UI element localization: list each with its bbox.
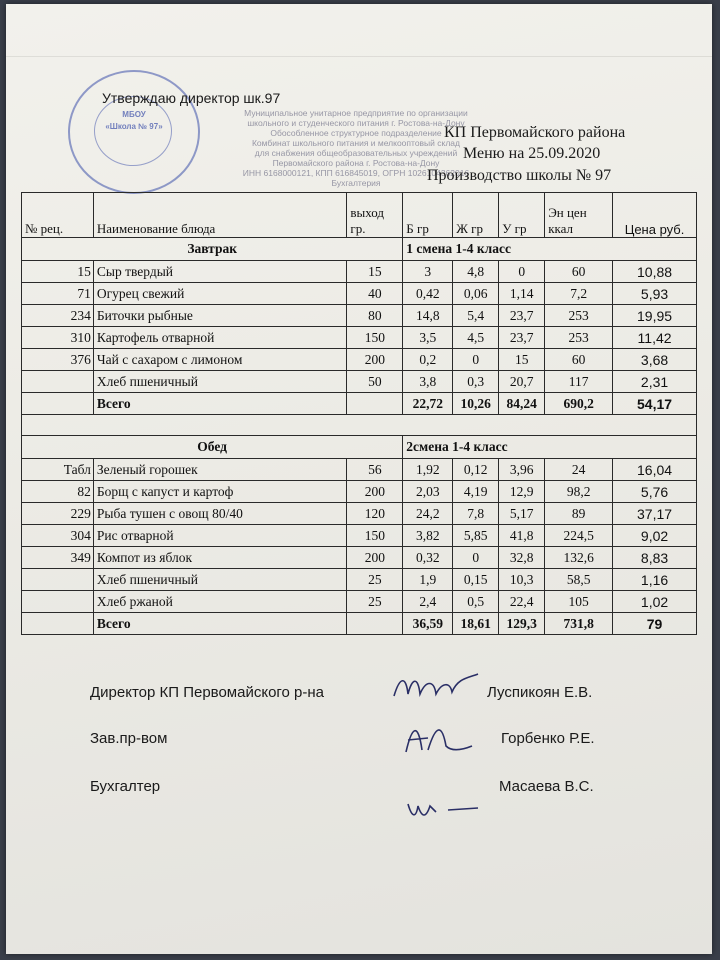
cell-yield: [347, 613, 403, 635]
cell-recipe: 71: [22, 283, 94, 305]
cell-dish: Зеленый горошек: [93, 459, 346, 481]
cell-yield: 25: [347, 569, 403, 591]
cell-fat: 0,3: [453, 371, 499, 393]
cell-yield: 25: [347, 591, 403, 613]
cell-energy: 60: [545, 261, 613, 283]
cell-fat: 0: [453, 349, 499, 371]
cell-carbs: 22,4: [499, 591, 545, 613]
cell-dish: Картофель отварной: [93, 327, 346, 349]
cell-price: 16,04: [613, 459, 697, 481]
cell-yield: 15: [347, 261, 403, 283]
cell-protein: 2,03: [403, 481, 453, 503]
cell-yield: 56: [347, 459, 403, 481]
accountant-signature: [402, 794, 482, 824]
table-row: [22, 305, 697, 327]
cell-yield: 120: [347, 503, 403, 525]
cell-yield: 200: [347, 547, 403, 569]
menu-sheet: [6, 4, 712, 954]
cell-protein: 2,4: [403, 591, 453, 613]
cell-protein: 0,32: [403, 547, 453, 569]
cell-fat: 4,8: [453, 261, 499, 283]
cell-fat: 0,06: [453, 283, 499, 305]
cell-dish: Огурец свежий: [93, 283, 346, 305]
col-protein: Б гр: [403, 193, 453, 238]
cell-energy: 89: [545, 503, 613, 525]
cell-dish: Компот из яблок: [93, 547, 346, 569]
cell-recipe: [22, 393, 94, 415]
col-dish: Наименование блюда: [93, 193, 346, 238]
cell-recipe: 304: [22, 525, 94, 547]
cell-fat: 5,85: [453, 525, 499, 547]
cell-protein: 3,8: [403, 371, 453, 393]
production-title: Производство школы № 97: [427, 167, 612, 184]
col-carbs: У гр: [499, 193, 545, 238]
cell-yield: [347, 393, 403, 415]
col-fat: Ж гр: [453, 193, 499, 238]
cell-carbs: 41,8: [499, 525, 545, 547]
cell-dish: Рис отварной: [93, 525, 346, 547]
section-label: Завтрак: [22, 238, 403, 261]
spacer-row: [22, 415, 697, 436]
cell-recipe: Табл: [22, 459, 94, 481]
table-row: [22, 569, 697, 591]
cell-fat: 4,19: [453, 481, 499, 503]
stamp-line-1: МБОУ: [122, 110, 146, 119]
signature-name: Горбенко Р.Е.: [501, 730, 595, 747]
cell-fat: 0,15: [453, 569, 499, 591]
cell-yield: 150: [347, 327, 403, 349]
cell-recipe: [22, 371, 94, 393]
cell-recipe: 234: [22, 305, 94, 327]
signature-name: Масаева В.С.: [499, 778, 594, 795]
rect-stamp-line: Комбинат школьного питания и мелкооптовый склад: [251, 138, 460, 148]
cell-dish: Чай с сахаром с лимоном: [93, 349, 346, 371]
cell-dish: Биточки рыбные: [93, 305, 346, 327]
cell-recipe: 310: [22, 327, 94, 349]
table-row: [22, 547, 697, 569]
table-row: [22, 591, 697, 613]
cell-price: 19,95: [613, 305, 697, 327]
cell-yield: 200: [347, 349, 403, 371]
cell-energy: 132,6: [545, 547, 613, 569]
cell-fat: 4,5: [453, 327, 499, 349]
cell-price: 10,88: [613, 261, 697, 283]
director-signature: [388, 668, 488, 708]
cell-protein: 0,2: [403, 349, 453, 371]
cell-carbs: 10,3: [499, 569, 545, 591]
table-row: [22, 261, 697, 283]
table-header-row: [22, 193, 697, 238]
cell-fat: 5,4: [453, 305, 499, 327]
signature-role: Бухгалтер: [90, 778, 161, 795]
section-shift: 2смена 1-4 класс: [403, 436, 697, 459]
cell-dish: Борщ с капуст и картоф: [93, 481, 346, 503]
cell-yield: 150: [347, 525, 403, 547]
cell-protein: 3,82: [403, 525, 453, 547]
cell-yield: 80: [347, 305, 403, 327]
cell-energy: 58,5: [545, 569, 613, 591]
cell-protein: 36,59: [403, 613, 453, 635]
cell-energy: 98,2: [545, 481, 613, 503]
cell-dish: Всего: [93, 393, 346, 415]
rect-stamp-line: Муниципальное унитарное предприятие по организации: [244, 108, 468, 118]
approval-line: Утверждаю директор шк.97: [102, 90, 281, 106]
rect-stamp-line: Обособленное структурное подразделение: [270, 128, 442, 138]
cell-carbs: 129,3: [499, 613, 545, 635]
rect-stamp-line: Бухгалтерия: [331, 178, 381, 188]
cell-energy: 105: [545, 591, 613, 613]
table-row: [22, 459, 697, 481]
cell-energy: 224,5: [545, 525, 613, 547]
rect-stamp-line: ИНН 6168000121, КПП 616845019, ОГРН 1026104362016: [242, 168, 470, 178]
cell-price: 5,76: [613, 481, 697, 503]
signature-role: Директор КП Первомайского р-на: [90, 684, 325, 701]
cell-carbs: 23,7: [499, 305, 545, 327]
cell-energy: 60: [545, 349, 613, 371]
cell-price: 9,02: [613, 525, 697, 547]
table-row: [22, 371, 697, 393]
table-row: [22, 327, 697, 349]
cell-price: 2,31: [613, 371, 697, 393]
breakfast-rows: [22, 261, 697, 415]
table-row: [22, 349, 697, 371]
cell-recipe: 376: [22, 349, 94, 371]
cell-fat: 7,8: [453, 503, 499, 525]
cell-price: 37,17: [613, 503, 697, 525]
section-row-lunch: [22, 436, 697, 459]
cell-carbs: 0: [499, 261, 545, 283]
table-row: [22, 525, 697, 547]
paper-fold: [6, 56, 712, 57]
cell-dish: Хлеб пшеничный: [93, 371, 346, 393]
organization-title: КП Первомайского района: [444, 124, 626, 141]
cell-yield: 200: [347, 481, 403, 503]
cell-protein: 0,42: [403, 283, 453, 305]
cell-fat: 0,12: [453, 459, 499, 481]
signature-role: Зав.пр-вом: [90, 730, 168, 747]
col-energy: Эн цен ккал: [545, 193, 613, 238]
section-row-breakfast: [22, 238, 697, 261]
cell-recipe: 15: [22, 261, 94, 283]
cell-dish: Всего: [93, 613, 346, 635]
cell-yield: 50: [347, 371, 403, 393]
cell-recipe: 82: [22, 481, 94, 503]
spacer-cell: [22, 415, 697, 436]
cell-protein: 14,8: [403, 305, 453, 327]
table-row: [22, 283, 697, 305]
manager-signature: [398, 716, 478, 760]
cell-energy: 253: [545, 327, 613, 349]
round-school-stamp: [68, 70, 200, 194]
cell-energy: 7,2: [545, 283, 613, 305]
cell-dish: Сыр твердый: [93, 261, 346, 283]
section-label: Обед: [22, 436, 403, 459]
cell-recipe: 229: [22, 503, 94, 525]
cell-price: 11,42: [613, 327, 697, 349]
table-row: [22, 503, 697, 525]
col-yield: выход гр.: [347, 193, 403, 238]
cell-recipe: [22, 613, 94, 635]
cell-yield: 40: [347, 283, 403, 305]
rect-stamp-line: школьного и студенческого питания г. Ростова-на-Дону: [247, 118, 465, 128]
cell-price: 8,83: [613, 547, 697, 569]
cell-protein: 1,92: [403, 459, 453, 481]
col-price: Цена руб.: [613, 193, 697, 238]
cell-protein: 24,2: [403, 503, 453, 525]
cell-price: 1,16: [613, 569, 697, 591]
cell-carbs: 15: [499, 349, 545, 371]
cell-carbs: 3,96: [499, 459, 545, 481]
table-row: [22, 481, 697, 503]
cell-carbs: 20,7: [499, 371, 545, 393]
cell-protein: 3,5: [403, 327, 453, 349]
col-recipe: № рец.: [22, 193, 94, 238]
stamp-inner-ring: [94, 96, 172, 166]
cell-carbs: 84,24: [499, 393, 545, 415]
cell-price: 79: [613, 613, 697, 635]
cell-price: 54,17: [613, 393, 697, 415]
menu-date: Меню на 25.09.2020: [463, 145, 601, 162]
cell-protein: 3: [403, 261, 453, 283]
cell-carbs: 5,17: [499, 503, 545, 525]
cell-fat: 0: [453, 547, 499, 569]
section-shift: 1 смена 1-4 класс: [403, 238, 697, 261]
stamp-line-2: «Школа № 97»: [105, 122, 163, 131]
menu-table: [21, 192, 697, 635]
cell-recipe: 349: [22, 547, 94, 569]
rect-stamp-line: Первомайского района г. Ростова-на-Дону: [272, 158, 440, 168]
total-row: [22, 613, 697, 635]
cell-fat: 0,5: [453, 591, 499, 613]
cell-carbs: 32,8: [499, 547, 545, 569]
signature-name: Луспикоян Е.В.: [487, 684, 593, 701]
cell-dish: Хлеб пшеничный: [93, 569, 346, 591]
cell-recipe: [22, 591, 94, 613]
cell-carbs: 23,7: [499, 327, 545, 349]
cell-price: 1,02: [613, 591, 697, 613]
lunch-rows: [22, 459, 697, 635]
cell-carbs: 1,14: [499, 283, 545, 305]
cell-fat: 10,26: [453, 393, 499, 415]
cell-energy: 253: [545, 305, 613, 327]
cell-recipe: [22, 569, 94, 591]
cell-energy: 24: [545, 459, 613, 481]
cell-carbs: 12,9: [499, 481, 545, 503]
cell-dish: Хлеб ржаной: [93, 591, 346, 613]
rect-stamp-line: для снабжения общеобразовательных учреждений: [254, 148, 458, 158]
cell-price: 5,93: [613, 283, 697, 305]
cell-energy: 731,8: [545, 613, 613, 635]
cell-fat: 18,61: [453, 613, 499, 635]
cell-energy: 690,2: [545, 393, 613, 415]
cell-protein: 1,9: [403, 569, 453, 591]
cell-dish: Рыба тушен с овощ 80/40: [93, 503, 346, 525]
cell-protein: 22,72: [403, 393, 453, 415]
cell-energy: 117: [545, 371, 613, 393]
cell-price: 3,68: [613, 349, 697, 371]
total-row: [22, 393, 697, 415]
